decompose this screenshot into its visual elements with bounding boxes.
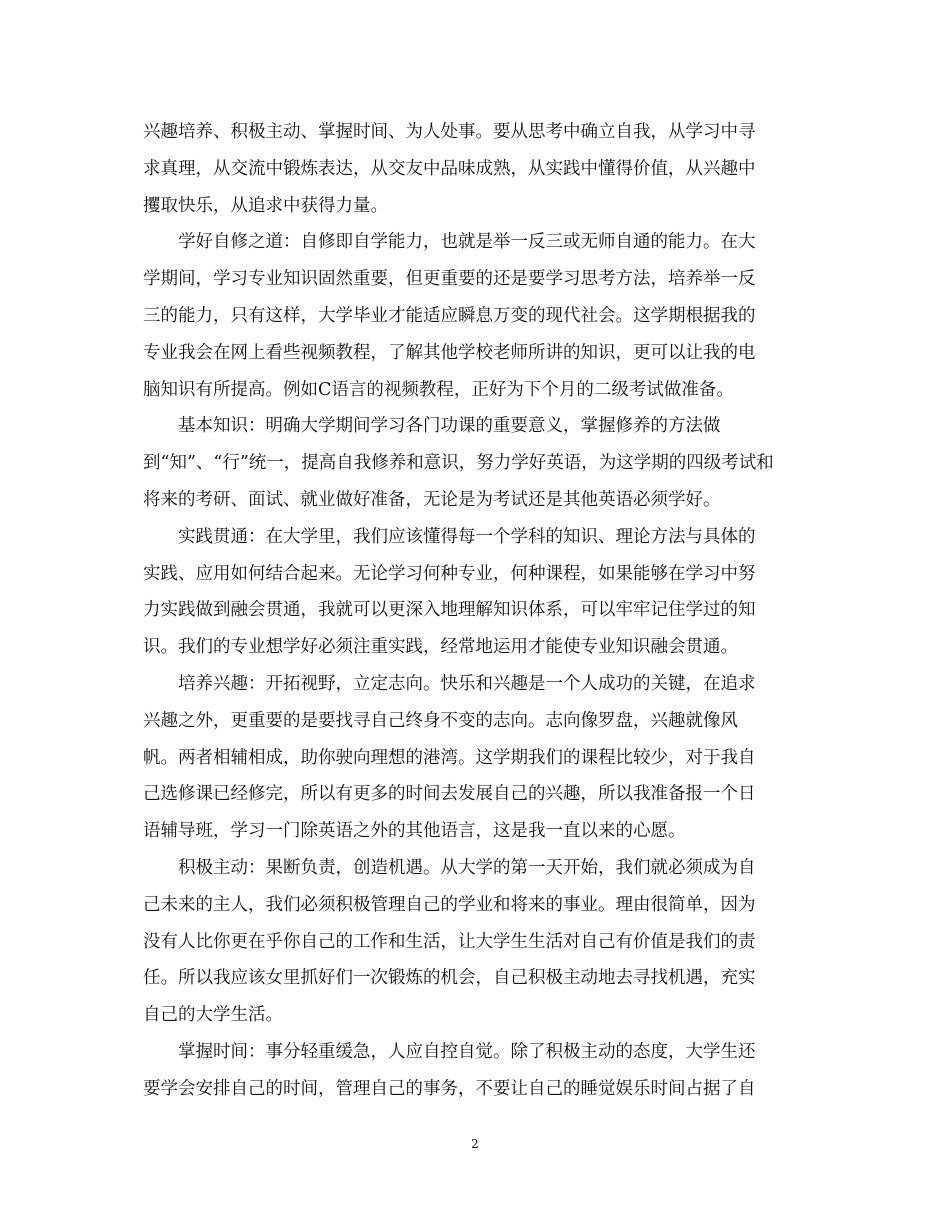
text-line: 学期间，学习专业知识固然重要，但更重要的还是要学习思考方法，培养举一反 <box>143 269 756 290</box>
text-line: 兴趣之外，更重要的是要找寻自己终身不变的志向。志向像罗盘，兴趣就像风 <box>143 710 738 731</box>
paragraph-start-line: 积极主动：果断负责，创造机遇。从大学的第一天开始，我们就必须成为自 <box>178 857 756 878</box>
text-line: 任。所以我应该女里抓好们一次锻炼的机会，自己积极主动地去寻找机遇，充实 <box>143 968 756 989</box>
text-line: 到“知”、“行”统一，提高自我修养和意识，努力学好英语，为这学期的四级考试和 <box>143 453 774 474</box>
text-line: 自己的大学生活。 <box>143 1005 283 1026</box>
text-line: 己选修课已经修完，所以有更多的时间去发展自己的兴趣，所以我准备报一个日 <box>143 784 756 805</box>
text-line: 攫取快乐，从追求中获得力量。 <box>143 195 388 216</box>
text-line: 要学会安排自己的时间，管理自己的事务，不要让自己的睡觉娱乐时间占据了自 <box>143 1078 756 1099</box>
text-line: 专业我会在网上看些视频教程，了解其他学校老师所讲的知识，更可以让我的电 <box>143 342 756 363</box>
text-line: 识。我们的专业想学好必须注重实践，经常地运用才能使专业知识融会贯通。 <box>143 637 738 658</box>
text-line: 将来的考研、面试、就业做好准备，无论是为考试还是其他英语必须学好。 <box>143 489 721 510</box>
text-line: 没有人比你更在乎你自己的工作和生活，让大学生生活对自己有价值是我们的责 <box>143 931 756 952</box>
text-line: 兴趣培养、积极主动、掌握时间、为人处事。要从思考中确立自我，从学习中寻 <box>143 122 756 142</box>
page-number: 2 <box>471 1137 479 1151</box>
text-line: 求真理，从交流中锻炼表达，从交友中品味成熟，从实践中懂得价值，从兴趣中 <box>143 158 756 179</box>
text-line: 语辅导班，学习一门除英语之外的其他语言，这是我一直以来的心愿。 <box>143 821 686 842</box>
text-line: 己未来的主人，我们必须积极管理自己的学业和将来的事业。理由很简单，因为 <box>143 894 756 915</box>
paragraph-start-line: 掌握时间：事分轻重缓急，人应自控自觉。除了积极主动的态度，大学生还 <box>178 1041 756 1062</box>
paragraph-start-line: 实践贯通：在大学里，我们应该懂得每一个学科的知识、理论方法与具体的 <box>178 526 756 547</box>
document-body <box>143 114 813 1108</box>
text-line: 实践、应用如何结合起来。无论学习何种专业，何种课程，如果能够在学习中努 <box>143 563 756 584</box>
text-line: 脑知识有所提高。例如C语言的视频教程，正好为下个月的二级考试做准备。 <box>143 379 734 400</box>
text-line: 力实践做到融会贯通，我就可以更深入地理解知识体系，可以牢牢记住学过的知 <box>143 600 756 621</box>
text-line: 帆。两者相辅相成，助你驶向理想的港湾。这学期我们的课程比较少，对于我自 <box>143 747 756 768</box>
paragraph-start-line: 培养兴趣：开拓视野，立定志向。快乐和兴趣是一个人成功的关键，在追求 <box>178 673 756 694</box>
paragraph-start-line: 学好自修之道：自修即自学能力，也就是举一反三或无师自通的能力。在大 <box>178 232 756 253</box>
text-line: 三的能力，只有这样，大学毕业才能适应瞬息万变的现代社会。这学期根据我的 <box>143 305 756 326</box>
paragraph-start-line: 基本知识：明确大学期间学习各门功课的重要意义，掌握修养的方法做 <box>178 416 721 437</box>
